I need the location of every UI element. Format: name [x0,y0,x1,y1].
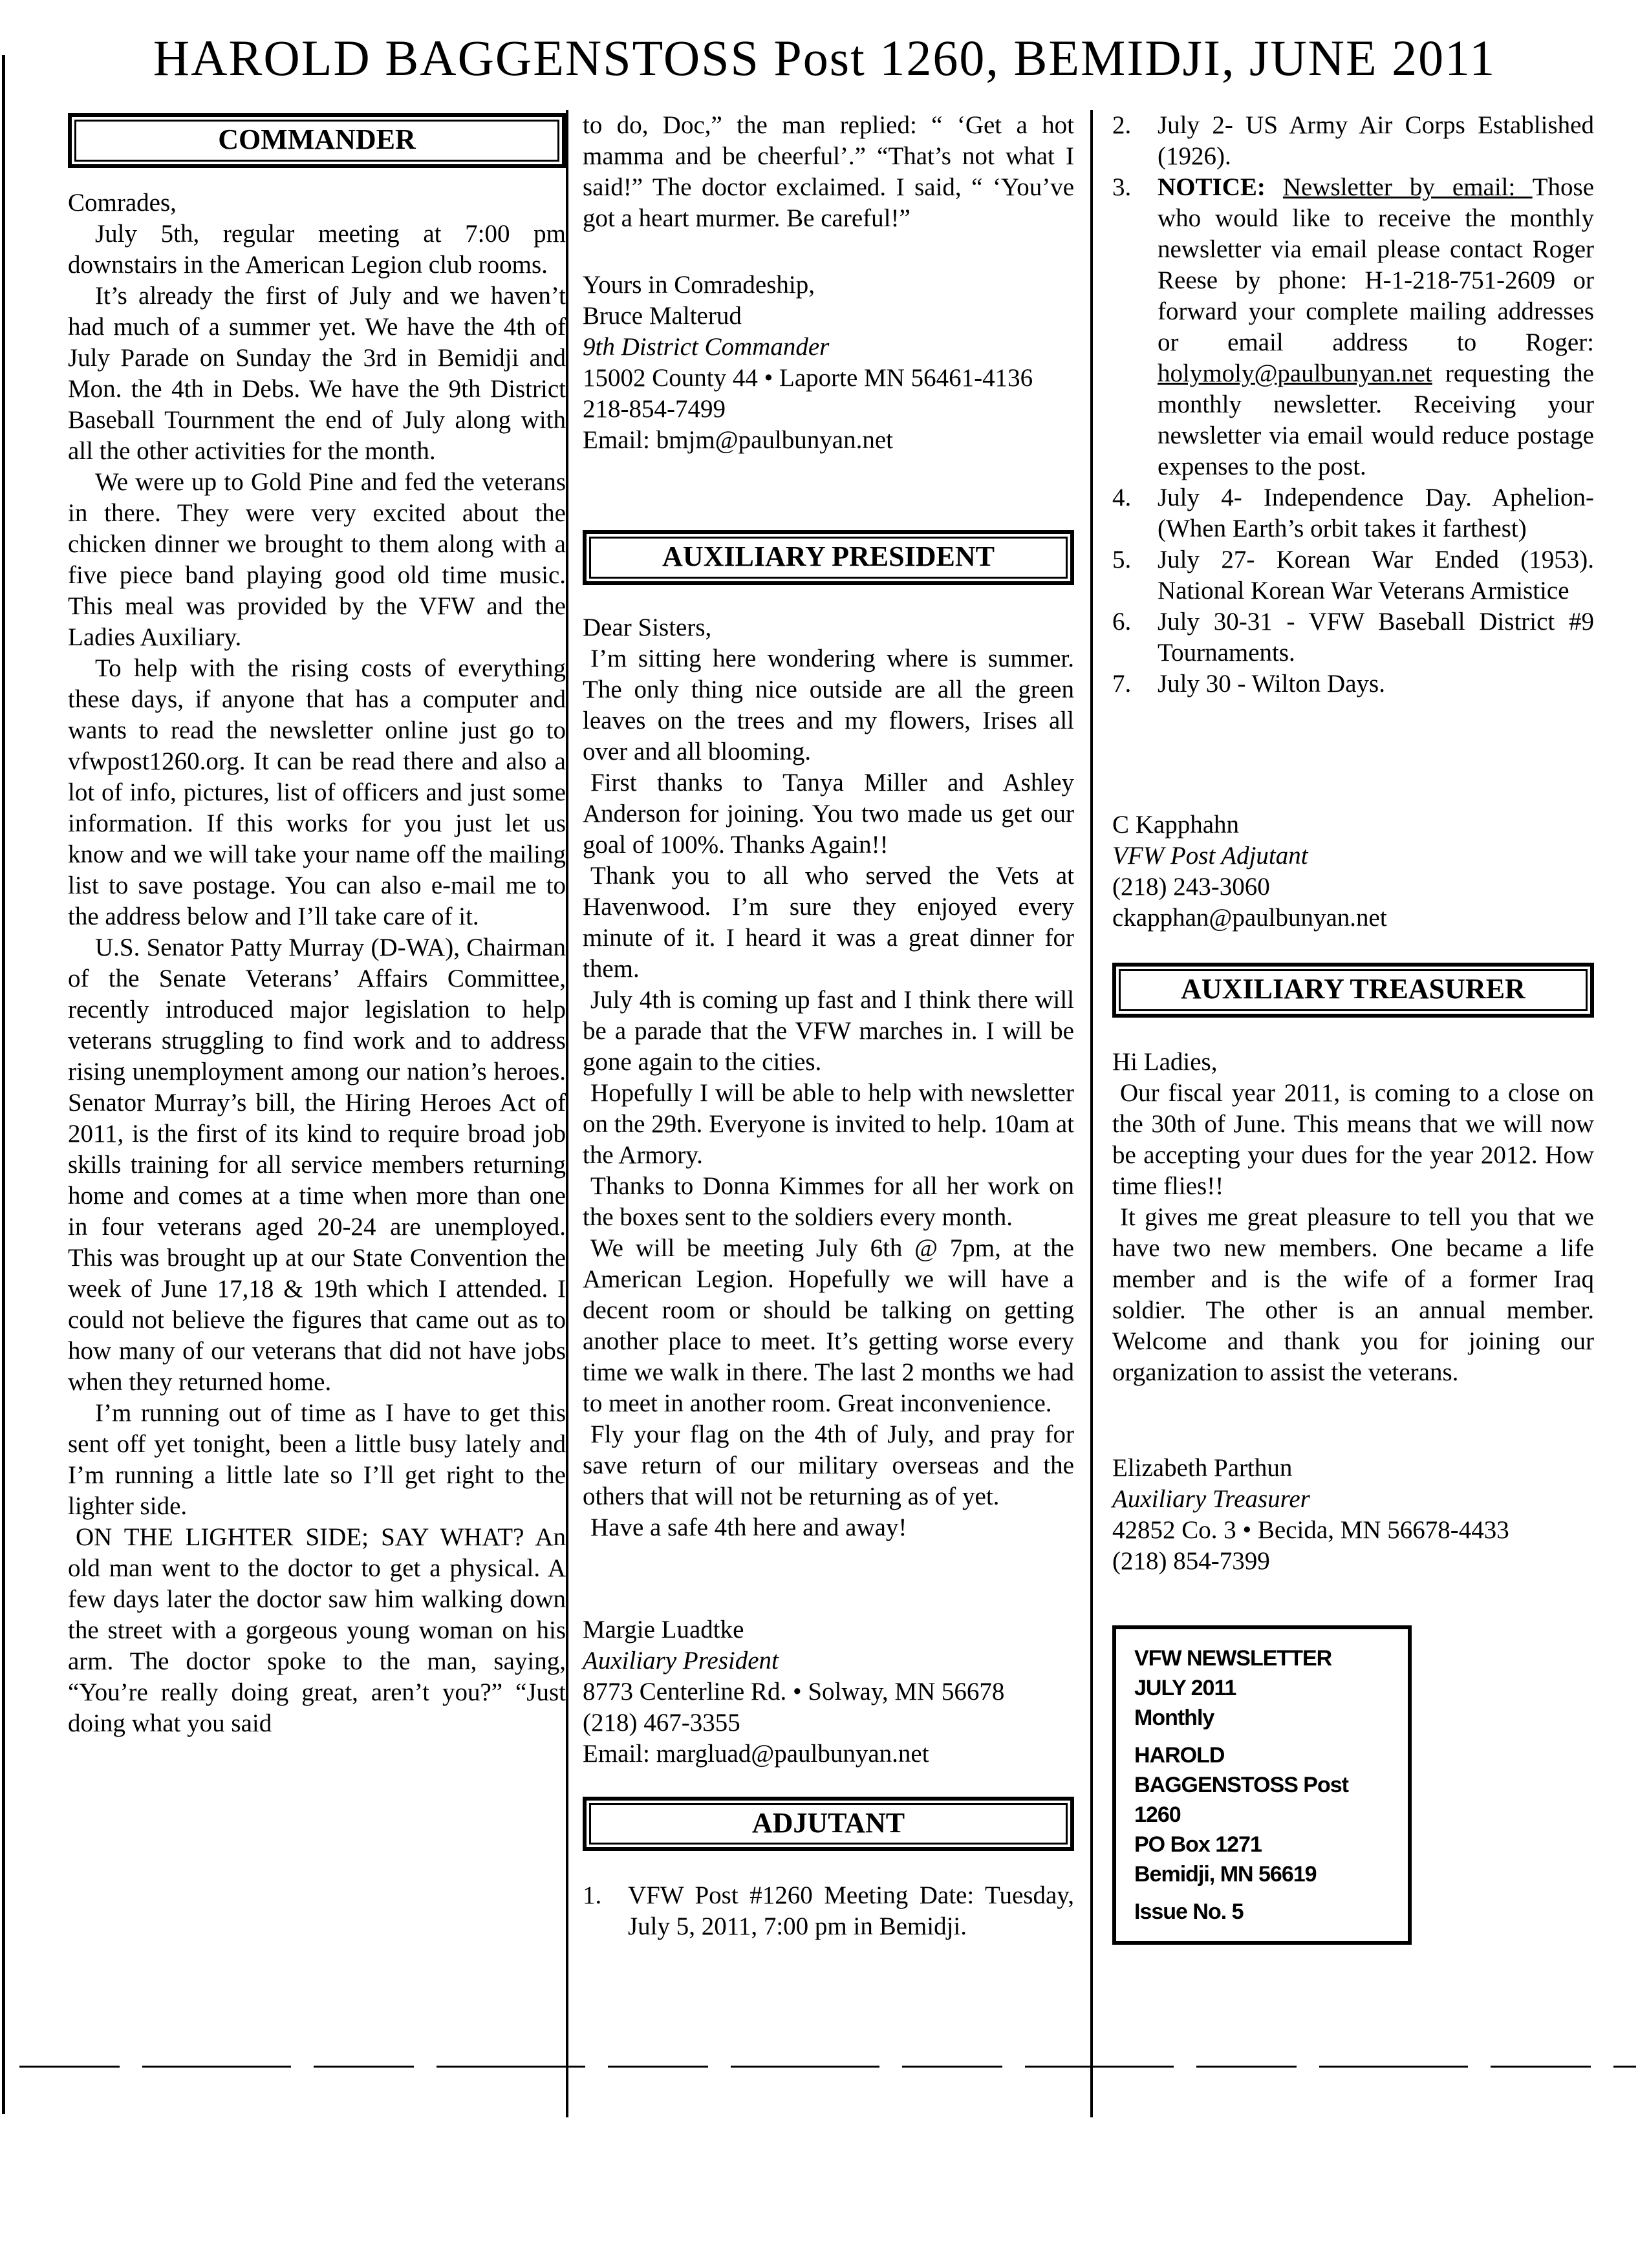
column-auxiliary-president [566,110,1090,2117]
paragraph: Hopefully I will be able to help with newsletter on the 29th. Everyone is invited to help. 10am at the Armory. [583,1078,1074,1169]
columns [68,110,1594,2117]
auxiliary-president-header-label: AUXILIARY PRESIDENT [589,537,1068,579]
signature-title: Auxiliary President [583,1646,779,1674]
newsletter-box-frequency: Monthly [1134,1705,1214,1730]
paragraph-lighter-side: ON THE LIGHTER SIDE; SAY WHAT? An old man went to the doctor to get a physical. A few days later the doctor saw him walking down the street with a gorgeous young woman on his arm. The doctor spoke to the man, saying, “You’re really doing great, aren’t you?” “Just doing what you said [68,1523,566,1737]
signature-email: Email: bmjm@paulbunyan.net [583,426,893,454]
signature-address: 8773 Centerline Rd. • Solway, MN 56678 [583,1677,1005,1706]
list-item-number: 4. [1112,484,1132,511]
paragraph: Thank you to all who served the Vets at Havenwood. I’m sure they enjoyed every minute of it. I heard it was a great dinner for them. [583,861,1074,983]
newsletter-info-box [1112,1625,1412,1945]
notice-email: holymoly@paulbunyan.net [1158,359,1432,387]
aux-president-signature [583,1614,1074,1770]
signature-name: Elizabeth Parthun [1112,1453,1293,1482]
signature-phone: (218) 854-7399 [1112,1546,1270,1575]
signature-address: 42852 Co. 3 • Becida, MN 56678-4433 [1112,1515,1509,1544]
newsletter-box-month: JULY 2011 [1134,1675,1236,1700]
adjutant-header-label: ADJUTANT [589,1803,1068,1845]
list-item-text: July 30-31 - VFW Baseball District #9 Tournaments. [1158,608,1594,667]
newsletter-box-city: Bemidji, MN 56619 [1134,1861,1317,1887]
list-item [1112,482,1594,544]
newsletter-box-issue: Issue No. 5 [1134,1899,1244,1924]
commander-header-box [68,113,566,168]
bottom-dashed-line [19,2066,1636,2068]
list-item [583,1880,1074,1942]
list-item-text: July 30 - Wilton Days. [1158,670,1385,698]
commander-signature [583,270,1074,456]
list-item [1112,110,1594,172]
paragraph: To help with the rising costs of everything these days, if anyone that has a computer and wants to read the newsletter online just go to vfwpost1260.org. It can be read there and also a lot of info, pictures, list of officers and just some information. If this works for you just let us know and we will take your name off the mailing list to save postage. You can also e-mail me to the address below and I’ll take care of it. [68,654,566,930]
paragraph: We will be meeting July 6th @ 7pm, at the American Legion. Hopefully we will have a decent room or should be talking on getting another place to meet. It’s getting worse every time we walk in there. The last 2 months we had to meet in another room. Great inconvenience. [583,1234,1074,1417]
notice-body: Those who would like to receive the monthly newsletter via email please contact Roger Reese by phone: H-1-218-751-2609 or forward your complete mailing addresses or email address to Roger: [1158,173,1594,356]
signature-name: Margie Luadtke [583,1615,744,1643]
signature-phone: 218-854-7499 [583,395,726,423]
list-item-text: July 2- US Army Air Corps Established (1926). [1158,111,1594,170]
auxiliary-president-header-box [583,530,1074,585]
paragraph: July 5th, regular meeting at 7:00 pm downstairs in the American Legion club rooms. [68,219,566,279]
commander-header-label: COMMANDER [74,120,559,162]
aux-treasurer-signature [1112,1453,1594,1577]
list-item-number: 3. [1112,173,1132,201]
newsletter-box-post: HAROLD BAGGENSTOSS Post 1260 [1134,1742,1348,1827]
list-item-number: 7. [1112,670,1132,698]
signature-address: 15002 County 44 • Laporte MN 56461-4136 [583,364,1033,392]
signature-name: Bruce Malterud [583,302,742,330]
paragraph: I’m running out of time as I have to get this sent off yet tonight, been a little busy lately and I’m running a little late so I’ll get right to the lighter side. [68,1398,566,1520]
adjutant-signature [1112,809,1594,934]
adjutant-header-box [583,1797,1074,1852]
paragraph: Our fiscal year 2011, is coming to a close on the 30th of June. This means that we will now be accepting your dues for the year 2012. How time flies!! [1112,1078,1594,1200]
newsletter-box-pobox: PO Box 1271 [1134,1832,1262,1857]
paragraph: It gives me great pleasure to tell you that we have two new members. One became a life member and is the wife of a former Iraq soldier. The other is an annual member. Welcome and thank you for joining our organization to assist the veterans. [1112,1203,1594,1386]
paragraph: U.S. Senator Patty Murray (D-WA), Chairman of the Senate Veterans’ Affairs Committee, recently introduced major legislation to help veterans struggling to find work and to address rising unemployment among our nation’s heroes. Senator Murray’s bill, the Hiring Heroes Act of 2011, is the first of its kind to require broad job skills training for all service members returning home and comes at a time when more than one in four veterans aged 20-24 are unemployed. This was brought up at our State Convention the week of June 17,18 & 19th which I attended. I could not believe the figures that came out as to how many of our veterans that did not have jobs when they returned home. [68,933,566,1396]
list-item-text: VFW Post #1260 Meeting Date: Tuesday, July 5, 2011, 7:00 pm in Bemidji. [628,1881,1074,1941]
list-item [1112,606,1594,669]
list-item-text [1158,172,1594,482]
aux-president-salutation: Dear Sisters, [583,613,712,641]
paragraph: July 4th is coming up fast and I think there will be a parade that the VFW marches in. I will be gone again to the cities. [583,985,1074,1076]
page-title: HAROLD BAGGENSTOSS Post 1260, BEMIDJI, JUNE 2011 [153,30,1496,86]
signature-email: Email: margluad@paulbunyan.net [583,1739,929,1768]
signature-email: ckapphan@paulbunyan.net [1112,904,1387,932]
signature-phone: (218) 467-3355 [583,1708,740,1737]
paragraph-continuation: to do, Doc,” the man replied: “ ‘Get a hot mamma and be cheerful’.” “That’s not what I said!” The doctor exclaimed. I said, “ ‘You’ve got a heart murmer. Be careful!” [583,111,1074,232]
list-item-number: 5. [1112,546,1132,573]
list-item-number: 1. [583,1881,602,1910]
column-commander [68,110,566,2117]
notice-body-after: requesting the monthly newsletter. Receiving your newsletter via email would reduce postage expenses to the post. [1158,359,1594,480]
list-item-number: 2. [1112,111,1132,139]
auxiliary-treasurer-header-label: AUXILIARY TREASURER [1119,969,1588,1011]
paragraph: Have a safe 4th here and away! [590,1513,907,1541]
notice-label: NOTICE: [1158,173,1283,201]
list-item-text: July 4- Independence Day. Aphelion- (When Earth’s orbit takes it farthest) [1158,484,1594,542]
column-adjutant-treasurer [1090,110,1594,2117]
list-item [1112,544,1594,606]
auxiliary-treasurer-header-box [1112,963,1594,1018]
list-item-text: July 27- Korean War Ended (1953). National Korean War Veterans Armistice [1158,546,1594,604]
aux-treasurer-salutation: Hi Ladies, [1112,1047,1218,1076]
notice-underlined-lead: Newsletter by email: [1282,173,1533,201]
signature-phone: (218) 243-3060 [1112,873,1270,901]
paragraph: Thanks to Donna Kimmes for all her work on the boxes sent to the soldiers every month. [583,1171,1074,1231]
signature-title: 9th District Commander [583,333,830,361]
paragraph: Fly your flag on the 4th of July, and pray for save return of our military overseas and the others that will not be returning as of yet. [583,1420,1074,1510]
paragraph: We were up to Gold Pine and fed the veterans in there. They were very excited about the chicken dinner we brought to them along with a five piece band playing good old time music. This meal was provided by the VFW and the Ladies Auxiliary. [68,467,566,651]
signature-title: VFW Post Adjutant [1112,842,1308,870]
list-item [1112,172,1594,482]
commander-salutation: Comrades, [68,188,177,217]
paragraph: It’s already the first of July and we haven’t had much of a summer yet. We have the 4th of July Parade on Sunday the 3rd in Bemidji and Mon. the 4th in Debs. We have the 9th District Baseball Tournment the end of July along with all the other activities for the month. [68,281,566,465]
list-item-number: 6. [1112,608,1132,636]
signature-name: C Kapphahn [1112,811,1240,839]
list-item [1112,669,1594,700]
page-edge-line [2,55,5,2114]
signature-title: Auxiliary Treasurer [1112,1484,1310,1513]
paragraph: First thanks to Tanya Miller and Ashley Anderson for joining. You two made us get our goal of 100%. Thanks Again!! [583,768,1074,859]
newsletter-box-title: VFW NEWSLETTER [1134,1645,1332,1671]
paragraph: I’m sitting here wondering where is summer. The only thing nice outside are all the green leaves on the trees and my flowers, Irises all over and all blooming. [583,644,1074,765]
signature-closing: Yours in Comradeship, [583,271,815,299]
